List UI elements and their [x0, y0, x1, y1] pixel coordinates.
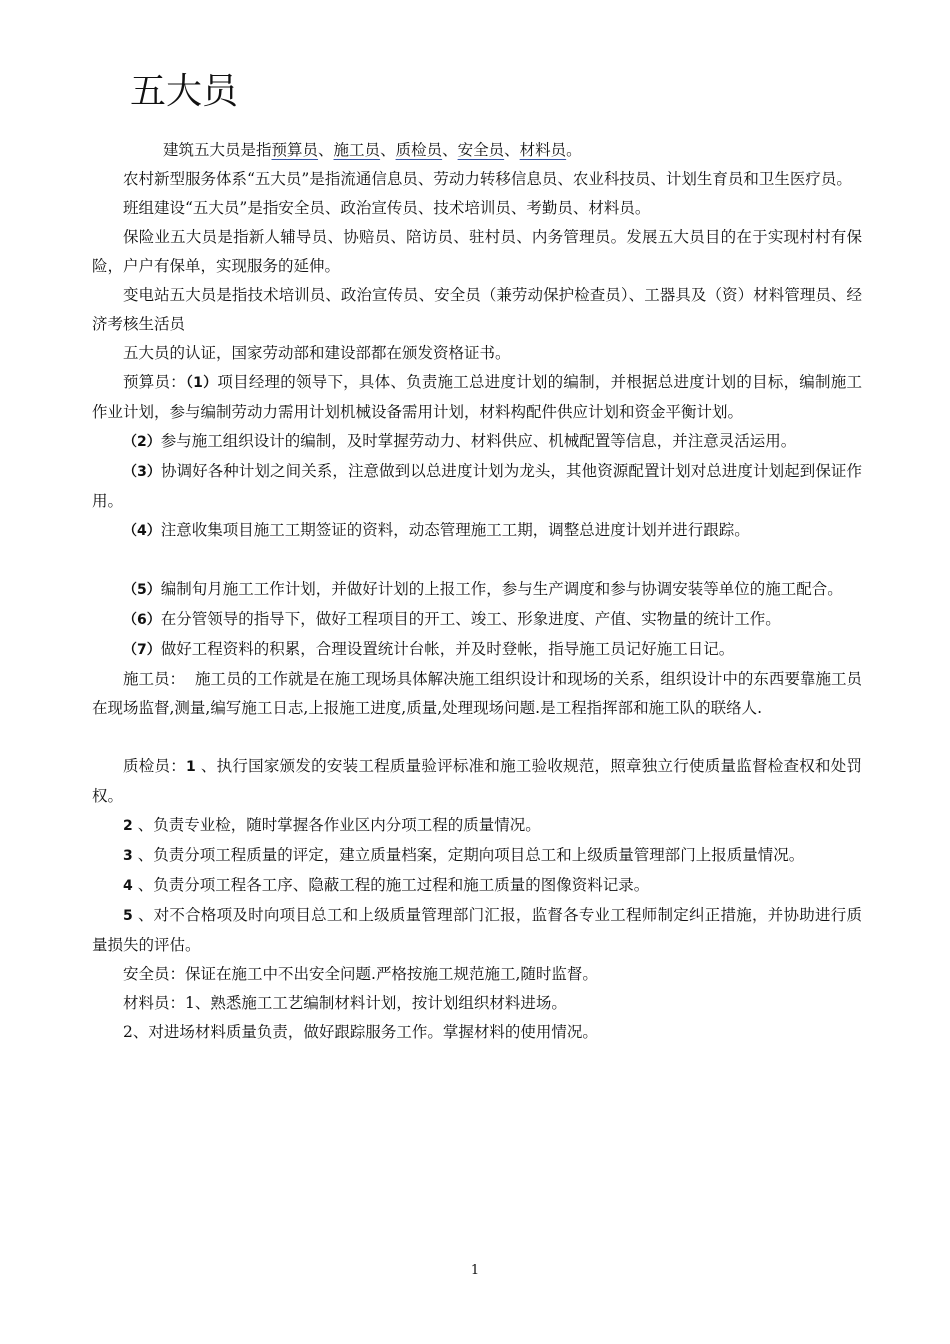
item-text: 、执行国家颁发的安装工程质量验评标准和施工验收规范，照章独立行使质量监督检查权和处罚权。 — [92, 757, 862, 805]
item-text: 协调好各种计划之间关系，注意做到以总进度计划为龙头，其他资源配置计划对总进度计划起到保证作用。 — [92, 462, 862, 510]
item-number: （2） — [123, 434, 161, 450]
safety-label: 安全员： — [123, 965, 186, 983]
item-number: （5） — [123, 582, 161, 598]
paragraph-team: 班组建设“五大员”是指安全员、政治宣传员、技术培训员、考勤员、材料员。 — [123, 199, 651, 217]
link-safety[interactable]: 安全员 — [457, 141, 505, 159]
item-text: 、负责分项工程质量的评定，建立质量档案，定期向项目总工和上级质量管理部门上报质量情况。 — [137, 846, 805, 864]
spacer — [92, 546, 862, 575]
page-title: 五大员 — [130, 71, 239, 112]
construction-text: 施工员的工作就是在施工现场具体解决施工组织设计和现场的关系，组织设计中的东西要靠施工员在现场监督,测量,编写施工日志,上报施工进度,质量,处理现场问题.是工程指挥部和施工队的联络人. — [92, 670, 862, 717]
item-text: 做好工程资料的积累，合理设置统计台帐，并及时登帐，指导施工员记好施工日记。 — [160, 640, 735, 658]
item-text: 在分管领导的指导下，做好工程项目的开工、竣工、形象进度、产值、实物量的统计工作。 — [160, 610, 781, 628]
item-text: 、对不合格项及时向项目总工和上级质量管理部门汇报，监督各专业工程师制定纠正措施，并协助进行质量损失的评估。 — [92, 906, 862, 954]
item-text: 、负责专业检，随时掌握各作业区内分项工程的质量情况。 — [137, 816, 541, 834]
item-text: 项目经理的领导下，具体、负责施工总进度计划的编制，并根据总进度计划的目标，编制施工作业计划，参与编制劳动力需用计划机械设备需用计划，材料构配件供应计划和资金平衡计划。 — [92, 373, 862, 421]
quality-label: 质检员： — [123, 757, 186, 775]
link-budget[interactable]: 预算员 — [271, 141, 319, 159]
budget-item-5 — [92, 575, 862, 605]
item-number: （1） — [185, 375, 218, 391]
quality-item-4 — [92, 871, 862, 901]
page-number: 1 — [470, 1263, 480, 1278]
budget-label: 预算员： — [123, 373, 186, 391]
budget-item-4 — [92, 516, 862, 546]
item-number: （7） — [123, 642, 161, 658]
budget-item-7 — [92, 635, 862, 665]
item-number: （3） — [123, 464, 161, 480]
link-quality[interactable]: 质检员 — [395, 141, 443, 159]
material-text: 1、熟悉施工工艺编制材料计划，按计划组织材料进场。 — [185, 994, 567, 1012]
safety-text: 保证在施工中不出安全问题.严格按施工规范施工,随时监督。 — [185, 965, 598, 983]
spacer — [92, 723, 862, 752]
document-body — [92, 136, 862, 1047]
item-text: 参与施工组织设计的编制，及时掌握劳动力、材料供应、机械配置等信息，并注意灵活运用。 — [160, 432, 797, 450]
item-text: 注意收集项目施工工期签证的资料，动态管理施工工期，调整总进度计划并进行跟踪。 — [160, 521, 750, 539]
link-material[interactable]: 材料员 — [519, 141, 567, 159]
quality-item-2 — [92, 811, 862, 841]
budget-item-2 — [92, 427, 862, 457]
item-number: 5 — [123, 908, 133, 924]
link-construction[interactable]: 施工员 — [333, 141, 381, 159]
material-item-2: 2、对进场材料质量负责，做好跟踪服务工作。掌握材料的使用情况。 — [123, 1023, 598, 1041]
paragraph-rural: 农村新型服务体系“五大员”是指流通信息员、劳动力转移信息员、农业科技员、计划生育员和卫生医疗员。 — [123, 170, 852, 188]
budget-item-6 — [92, 605, 862, 635]
budget-item-1 — [92, 368, 862, 427]
item-text: 编制旬月施工工作计划，并做好计划的上报工作，参与生产调度和参与协调安装等单位的施工配合。 — [160, 580, 843, 598]
paragraph-insurance: 保险业五大员是指新人辅导员、协赔员、陪访员、驻村员、内务管理员。发展五大员目的在于实现村村有保险，户户有保单，实现服务的延伸。 — [92, 228, 862, 275]
safety-paragraph — [92, 960, 862, 989]
intro-paragraph: 建筑五大员是指预算员、施工员、质检员、安全员、材料员。 — [163, 141, 582, 159]
item-number: （6） — [123, 612, 161, 628]
item-number: 4 — [123, 878, 133, 894]
item-number: 2 — [123, 818, 133, 834]
item-number: 1 — [185, 759, 196, 775]
item-text: 、负责分项工程各工序、隐蔽工程的施工过程和施工质量的图像资料记录。 — [137, 876, 650, 894]
quality-item-5 — [92, 901, 862, 960]
construction-paragraph — [92, 665, 862, 723]
material-item-1 — [92, 989, 862, 1018]
item-number: 3 — [123, 848, 133, 864]
budget-item-3 — [92, 457, 862, 516]
intro-suffix: 。 — [566, 141, 582, 159]
intro-prefix: 建筑五大员是指 — [163, 141, 272, 159]
paragraph-substation: 变电站五大员是指技术培训员、政治宣传员、安全员（兼劳动保护检查员）、工器具及（资）材料管理员、经济考核生活员 — [92, 286, 862, 333]
quality-item-3 — [92, 841, 862, 871]
item-number: （4） — [123, 523, 161, 539]
construction-label: 施工员： — [123, 670, 186, 688]
quality-item-1 — [92, 752, 862, 811]
material-label: 材料员： — [123, 994, 186, 1012]
paragraph-certification: 五大员的认证，国家劳动部和建设部都在颁发资格证书。 — [123, 344, 511, 362]
